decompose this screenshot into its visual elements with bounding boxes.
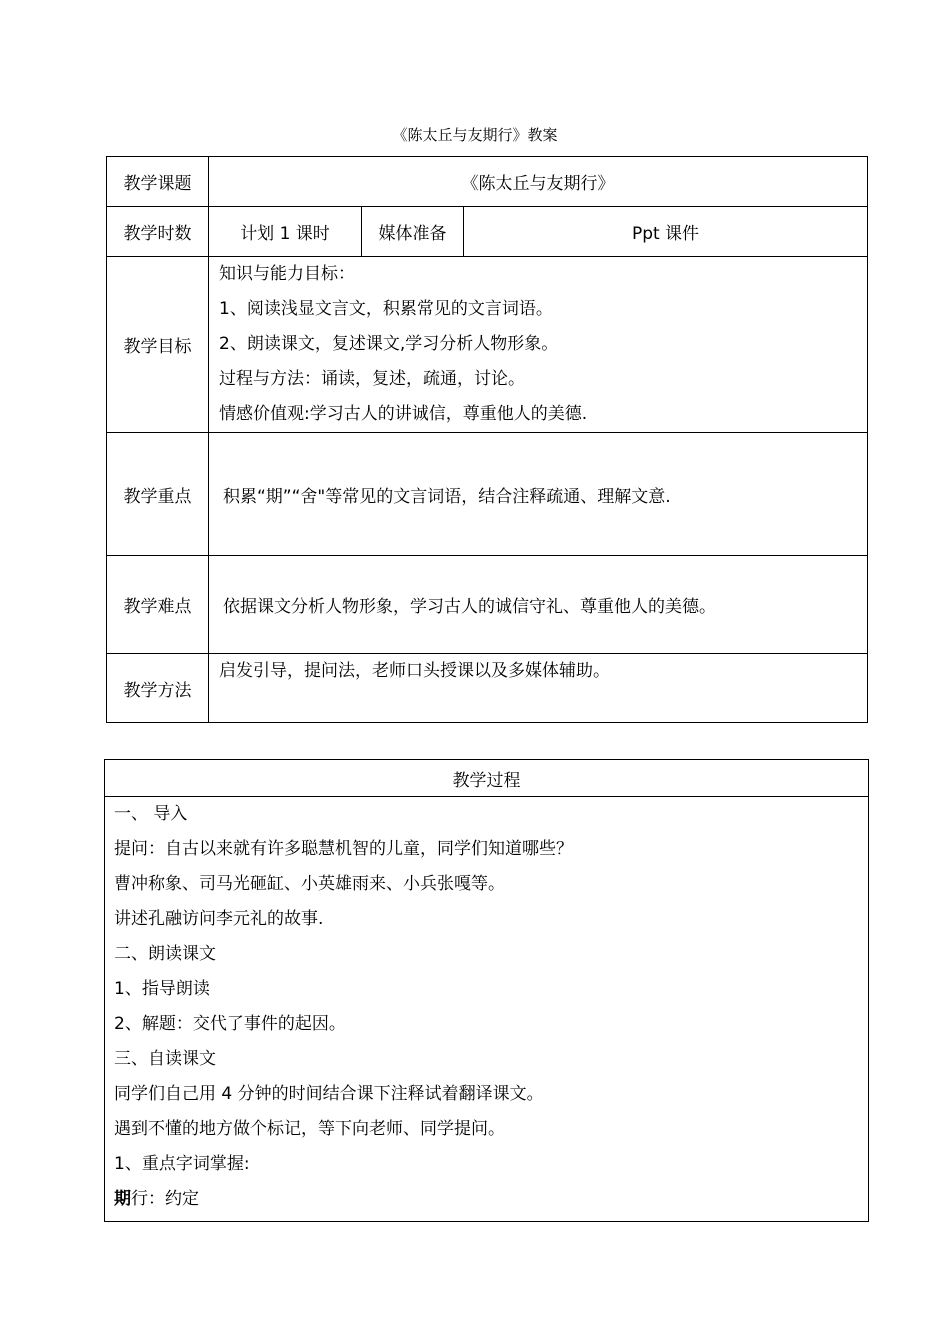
goals-content <box>209 257 868 433</box>
process-header-row <box>105 760 869 797</box>
methods-row <box>107 654 868 723</box>
process-line: 讲述孔融访问李元礼的故事. <box>114 909 324 929</box>
process-line: 曹冲称象、司马光砸缸、小英雄雨来、小兵张嘎等。 <box>114 874 505 894</box>
media-value: Ppt 课件 <box>464 207 868 257</box>
goals-line: 2、朗读课文，复述课文,学习分析人物形象。 <box>219 334 559 354</box>
process-line: 同学们自己用 4 分钟的时间结合课下注释试着翻译课文。 <box>114 1084 544 1104</box>
topic-value: 《陈太丘与友期行》 <box>209 157 868 207</box>
process-line: 一、 导入 <box>114 804 188 824</box>
difficulties-label: 教学难点 <box>107 556 209 654</box>
lesson-plan-table <box>106 156 868 723</box>
vocab-term: 期 <box>114 1189 131 1209</box>
process-header: 教学过程 <box>105 760 869 797</box>
process-line: 二、朗读课文 <box>114 944 216 964</box>
methods-value: 启发引导，提问法，老师口头授课以及多媒体辅助。 <box>209 654 868 723</box>
process-line: 2、解题：交代了事件的起因。 <box>114 1014 346 1034</box>
document-title: 《陈太丘与友期行》教案 <box>392 126 558 144</box>
process-line: 遇到不懂的地方做个标记，等下向老师、同学提问。 <box>114 1119 505 1139</box>
key-points-value: 积累“期”“舍"等常见的文言词语，结合注释疏通、理解文意. <box>209 433 868 556</box>
process-line: 提问：自古以来就有许多聪慧机智的儿童，同学们知道哪些？ <box>114 839 573 859</box>
goals-line: 知识与能力目标： <box>219 264 355 284</box>
time-row <box>107 207 868 257</box>
topic-label: 教学课题 <box>107 157 209 207</box>
difficulties-row <box>107 556 868 654</box>
time-value: 计划 1 课时 <box>209 207 362 257</box>
key-points-label: 教学重点 <box>107 433 209 556</box>
process-line-last <box>114 1182 860 1217</box>
methods-label: 教学方法 <box>107 654 209 723</box>
process-body-row <box>105 797 869 1222</box>
goals-line: 过程与方法：诵读，复述，疏通，讨论。 <box>219 369 525 389</box>
process-content <box>105 797 869 1222</box>
key-points-row <box>107 433 868 556</box>
process-line: 1、重点字词掌握: <box>114 1154 250 1174</box>
process-line: 1、指导朗读 <box>114 979 210 999</box>
media-label: 媒体准备 <box>362 207 464 257</box>
time-label: 教学时数 <box>107 207 209 257</box>
goals-row <box>107 257 868 433</box>
goals-line: 1、阅读浅显文言文，积累常见的文言词语。 <box>219 299 553 319</box>
topic-row <box>107 157 868 207</box>
difficulties-value: 依据课文分析人物形象，学习古人的诚信守礼、尊重他人的美德。 <box>209 556 868 654</box>
goals-line: 情感价值观:学习古人的讲诚信，尊重他人的美德. <box>219 404 588 424</box>
vocab-definition: 行：约定 <box>131 1189 199 1209</box>
goals-label: 教学目标 <box>107 257 209 433</box>
process-line: 三、自读课文 <box>114 1049 216 1069</box>
teaching-process-table <box>104 759 869 1222</box>
